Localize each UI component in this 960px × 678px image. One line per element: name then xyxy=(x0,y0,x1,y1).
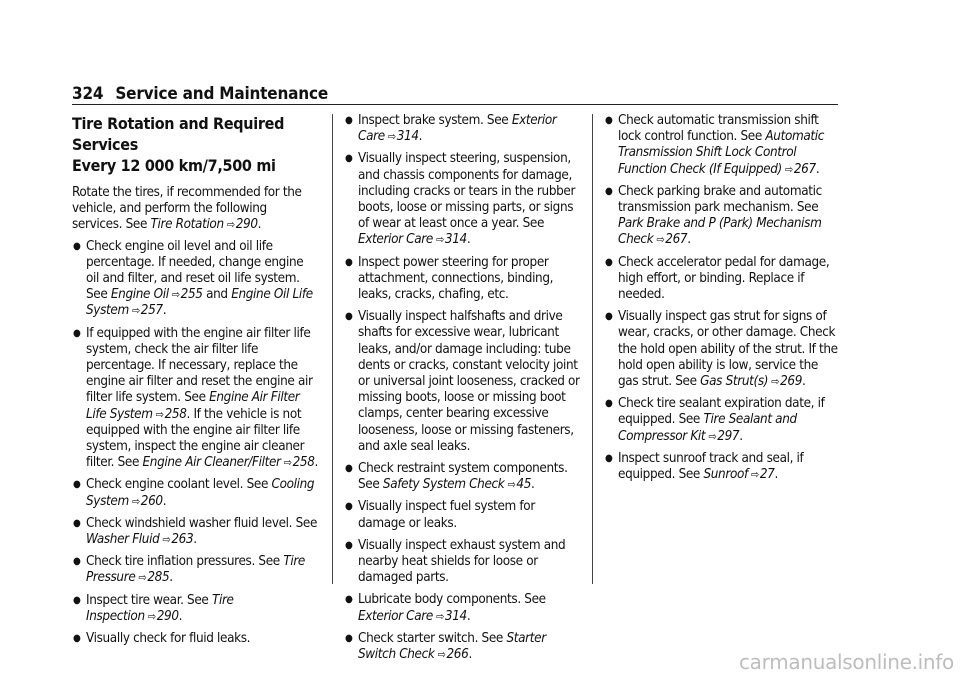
heading-line-2: Every 12 000 km/7,500 mi xyxy=(72,156,276,175)
list-item: ● Check tire inflation pressures. See Tire Pressure ⇨285. xyxy=(73,554,305,586)
cross-reference-link[interactable]: Tire Inspection xyxy=(86,592,234,624)
section-heading xyxy=(72,113,318,176)
page-arrow-icon: ⇨ xyxy=(283,456,292,470)
bullet-icon: ● xyxy=(605,398,613,410)
page-arrow-icon: ⇨ xyxy=(131,494,140,508)
cross-reference-link[interactable]: Exterior Care xyxy=(358,232,433,248)
cross-reference-link[interactable]: Tire Pressure xyxy=(86,554,305,586)
page-arrow-icon: ⇨ xyxy=(656,233,665,247)
page-arrow-icon: ⇨ xyxy=(138,571,147,585)
page-ref[interactable]: 267 xyxy=(665,232,688,248)
cross-reference-link[interactable]: Engine Oil xyxy=(110,287,169,303)
page-arrow-icon: ⇨ xyxy=(435,609,444,623)
list-item: ● Inspect brake system. See Exterior Care ⇨314. xyxy=(345,113,557,145)
list-item: ● If equipped with the engine air filter life system, check the air filter life percentage. If necessary, replace the engine air filter and reset the engine air filter life system. See Engine Air Filter Life System ⇨258. If the vehicle is not equipped with the engine air filter life system, inspect the engine air cleaner filter. See Engine Air Cleaner/Filter ⇨258. xyxy=(73,325,319,471)
list-item: ● Check tire sealant expiration date, if equipped. See Tire Sealant and Compressor Kit ⇨297. xyxy=(605,396,825,444)
bullet-icon: ● xyxy=(73,240,81,252)
watermark: carmanualsonline.info xyxy=(738,650,954,674)
page-header xyxy=(72,84,328,104)
page-arrow-icon: ⇨ xyxy=(387,130,396,144)
list-item: ● Visually inspect halfshafts and drive shafts for excessive wear, lubricant leaks, and/or damage including: tube dents or cracks, constant velocity joint or universal joint looseness, cracked or missing boots, loose or missing boot clamps, center bearing excessive looseness, loose or missing fasteners, and axle seal leaks. xyxy=(345,309,580,454)
column-1 xyxy=(72,113,318,653)
bullet-icon: ● xyxy=(345,256,353,268)
bullet-icon: ● xyxy=(345,463,353,475)
list-item: ● Check parking brake and automatic transmission park mechanism. See Park Brake and P (Park) Mechanism Check ⇨267. xyxy=(605,183,822,248)
cross-reference-link[interactable]: Sunroof xyxy=(703,467,748,483)
cross-reference-link[interactable]: Starter Switch Check xyxy=(358,630,546,663)
page-ref[interactable]: 260 xyxy=(140,493,163,509)
list-item: ● Check accelerator pedal for damage, high effort, or binding. Replace if needed. xyxy=(605,254,830,303)
cross-reference-link[interactable]: Engine Air Filter Life System xyxy=(86,390,300,422)
cross-reference-link[interactable]: Tire Rotation xyxy=(150,217,224,233)
bullet-icon: ● xyxy=(345,632,353,644)
bullet-icon: ● xyxy=(605,115,613,126)
page-ref[interactable]: 45 xyxy=(516,477,532,493)
cross-reference-link[interactable]: Cooling System xyxy=(86,477,315,509)
bullet-icon: ● xyxy=(73,556,81,568)
header-rule xyxy=(72,104,838,105)
cross-reference-link[interactable]: Washer Fluid xyxy=(86,532,160,548)
column-divider-2 xyxy=(592,114,593,584)
list-item: ● Inspect sunroof track and seal, if equipped. See Sunroof ⇨27. xyxy=(605,450,804,483)
page-ref[interactable]: 266 xyxy=(446,647,469,663)
page-ref[interactable]: 290 xyxy=(156,608,179,624)
page-ref[interactable]: 258 xyxy=(292,455,315,471)
service-list-1 xyxy=(72,239,318,648)
page-ref[interactable]: 27 xyxy=(759,467,775,483)
column-3 xyxy=(604,113,840,489)
cross-reference-link[interactable]: Exterior Care xyxy=(358,113,557,145)
page-ref[interactable]: 285 xyxy=(147,570,170,586)
list-item: ● Visually inspect fuel system for damage or leaks. xyxy=(345,499,535,531)
page-arrow-icon: ⇨ xyxy=(131,304,140,318)
bullet-icon: ● xyxy=(73,517,81,529)
list-item: ● Visually inspect gas strut for signs of wear, cracks, or other damage. Check the hold open ability of the strut. If the hold open ability is low, service the gas strut. See Gas Strut(s) ⇨269. xyxy=(605,309,838,390)
bullet-icon: ● xyxy=(73,479,81,491)
page-ref[interactable]: 257 xyxy=(140,303,163,319)
bullet-icon: ● xyxy=(73,327,81,339)
cross-reference-link[interactable]: Exterior Care xyxy=(358,608,433,624)
bullet-icon: ● xyxy=(345,115,353,126)
bullet-icon: ● xyxy=(345,153,353,165)
page-ref[interactable]: 297 xyxy=(717,428,740,444)
page-arrow-icon: ⇨ xyxy=(771,375,780,389)
list-item: ● Check restraint system components. See Safety System Check ⇨45. xyxy=(345,461,568,493)
list-item: ● Inspect power steering for proper attachment, connections, binding, leaks, cracks, chafing, etc. xyxy=(345,254,554,303)
page-arrow-icon: ⇨ xyxy=(155,407,164,421)
list-item: ● Check starter switch. See Starter Switch Check ⇨266. xyxy=(345,630,546,663)
page-arrow-icon: ⇨ xyxy=(171,288,180,302)
bullet-icon: ● xyxy=(345,594,353,606)
page-arrow-icon: ⇨ xyxy=(437,648,446,662)
bullet-icon: ● xyxy=(605,452,613,464)
service-list-3 xyxy=(604,113,840,483)
list-item: ● Check engine oil level and oil life percentage. If needed, change engine oil and filter, and reset oil life system. See Engine Oil ⇨255 and Engine Oil Life System ⇨257. xyxy=(73,238,313,319)
page-ref[interactable]: 314 xyxy=(444,232,467,248)
page-arrow-icon: ⇨ xyxy=(162,533,171,547)
page-arrow-icon: ⇨ xyxy=(784,162,793,176)
page-ref[interactable]: 263 xyxy=(171,532,194,548)
page-number: 324 xyxy=(72,84,104,104)
bullet-icon: ● xyxy=(605,311,613,323)
page-ref[interactable]: 258 xyxy=(164,406,187,422)
list-item: ● Check engine coolant level. See Cooling System ⇨260. xyxy=(73,477,315,509)
intro-paragraph: Rotate the tires, if recommended for the vehicle, and perform the following services. See Tire Rotation ⇨290. xyxy=(72,185,302,233)
cross-reference-link[interactable]: Automatic Transmission Shift Lock Control Function Check (If Equipped) xyxy=(618,129,825,177)
cross-reference-link[interactable]: Tire Sealant and Compressor Kit xyxy=(618,412,797,444)
list-item: ● Lubricate body components. See Exterior Care ⇨314. xyxy=(345,592,546,624)
cross-reference-link[interactable]: Safety System Check xyxy=(382,477,505,493)
cross-reference-link[interactable]: Gas Strut(s) xyxy=(700,374,769,390)
page-ref[interactable]: 290 xyxy=(235,217,258,233)
bullet-icon: ● xyxy=(73,633,81,645)
list-item: ● Visually inspect steering, suspension, and chassis components for damage, including cracks or tears in the rubber boots, loose or missing parts, or signs of wear at least once a year. See Exterior Care ⇨314. xyxy=(345,151,576,248)
list-item: ● Inspect tire wear. See Tire Inspection ⇨290. xyxy=(73,592,234,624)
column-2 xyxy=(344,113,580,669)
page-ref[interactable]: 314 xyxy=(396,129,419,145)
page-ref[interactable]: 269 xyxy=(780,374,803,390)
bullet-icon: ● xyxy=(605,185,613,197)
page-ref[interactable]: 255 xyxy=(180,287,203,303)
bullet-icon: ● xyxy=(605,256,613,268)
list-item: ● Visually check for fluid leaks. xyxy=(73,631,251,647)
heading-line-1: Tire Rotation and Required Services xyxy=(72,114,285,154)
list-item: ● Visually inspect exhaust system and nearby heat shields for loose or damaged parts. xyxy=(345,537,566,586)
page-arrow-icon: ⇨ xyxy=(708,429,717,443)
section-title: Service and Maintenance xyxy=(115,84,329,104)
page-arrow-icon: ⇨ xyxy=(147,609,156,623)
page-arrow-icon: ⇨ xyxy=(750,468,759,482)
bullet-icon: ● xyxy=(73,594,81,606)
bullet-icon: ● xyxy=(345,501,353,513)
bullet-icon: ● xyxy=(345,539,353,551)
bullet-icon: ● xyxy=(345,311,353,323)
service-list-2 xyxy=(344,113,580,663)
page-ref[interactable]: 267 xyxy=(793,161,816,177)
cross-reference-link[interactable]: Engine Oil Life System xyxy=(86,287,313,319)
cross-reference-link[interactable]: Engine Air Cleaner/Filter xyxy=(142,455,281,471)
page-arrow-icon: ⇨ xyxy=(226,218,235,232)
list-item: ● Check automatic transmission shift lock control function. See Automatic Transmission Shift Lock Control Function Check (If Equipped) ⇨267. xyxy=(605,113,825,177)
column-divider-1 xyxy=(332,114,333,584)
page-ref[interactable]: 314 xyxy=(444,608,467,624)
page-arrow-icon: ⇨ xyxy=(435,233,444,247)
page-arrow-icon: ⇨ xyxy=(507,478,516,492)
list-item: ● Check windshield washer fluid level. See Washer Fluid ⇨263. xyxy=(73,515,318,548)
cross-reference-link[interactable]: Park Brake and P (Park) Mechanism Check xyxy=(618,216,822,248)
